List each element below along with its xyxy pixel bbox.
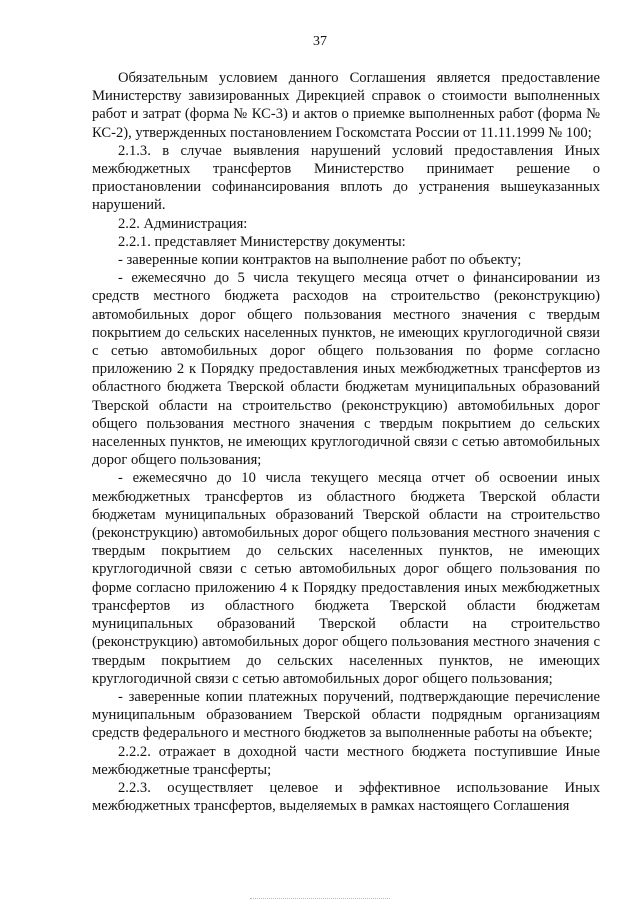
paragraph-approval-condition: Обязательным условием данного Соглашения является предоставление Министерству завизированных Дирекцией справок о стоимости выполненных работ и затрат (форма № КС-3) и актов о приемке выполненных работ (форма № КС-2), утвержденных постановлением Госкомстата России от 11.11.1999 № 100; (92, 70, 600, 141)
list-item-payment-orders: - заверенные копии платежных поручений, подтверждающие перечисление муниципальным образованием Тверской области подрядным организациям средств федерального и местного бюджетов за выполненные работы на объекте; (92, 688, 600, 742)
scan-artifact-line (250, 898, 390, 900)
paragraph-2-2-1: 2.2.1. представляет Министерству документы: (118, 233, 406, 250)
paragraph-2-2: 2.2. Администрация: (118, 215, 248, 232)
paragraph-2-2-2: 2.2.2. отражает в доходной части местного бюджета поступившие Иные межбюджетные трансферты; (92, 743, 600, 778)
document-body (92, 69, 600, 815)
page-number: 37 (313, 34, 327, 49)
list-item-contract-copies: - заверенные копии контрактов на выполнение работ по объекту; (118, 252, 522, 269)
list-item-transfer-usage-report: - ежемесячно до 10 числа текущего месяца отчет об освоении иных межбюджетных трансфертов из областного бюджета Тверской области бюджетам муниципальных образований Тверской области на строительство (реконструкцию) автомобильных дорог общего пользования местного значения с твердым покрытием до сельских населенных пунктов, не имеющих круглогодичной связи с сетью автомобильных дорог общего пользования по форме согласно приложению 4 к Порядку предоставления иных межбюджетных трансфертов из областного бюджета Тверской области бюджетам муниципальных образований Тверской области на строительство (реконструкцию) автомобильных дорог общего пользования местного значения с твердым покрытием до сельских населенных пунктов, не имеющих круглогодичной связи с сетью автомобильных дорог общего пользования; (92, 470, 600, 687)
list-item-financing-report: - ежемесячно до 5 числа текущего месяца отчет о финансировании из средств местного бюджета расходов на строительство (реконструкцию) автомобильных дорог общего пользования местного значения с твердым покрытием до сельских населенных пунктов, не имеющих круглогодичной связи с сетью автомобильных дорог общего пользования по форме согласно приложению 2 к Порядку предоставления иных межбюджетных трансфертов из областного бюджета Тверской области бюджетам муниципальных образований Тверской области на строительство (реконструкцию) автомобильных дорог общего пользования местного значения с твердым покрытием до сельских населенных пунктов, не имеющих круглогодичной связи с сетью автомобильных дорог общего пользования; (92, 270, 600, 469)
paragraph-2-1-3: 2.1.3. в случае выявления нарушений условий предоставления Иных межбюджетных трансфертов Министерство принимает решение о приостановлении софинансирования вплоть до устранения вышеуказанных нарушений. (92, 142, 600, 214)
paragraph-2-2-3: 2.2.3. осуществляет целевое и эффективное использование Иных межбюджетных трансфертов, выделяемых в рамках настоящего Соглашения (92, 779, 600, 815)
